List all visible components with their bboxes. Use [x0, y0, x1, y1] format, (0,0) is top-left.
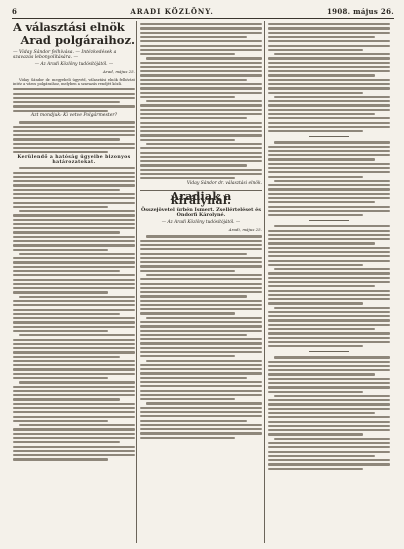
- text-line: [13, 287, 135, 289]
- text-line: [268, 113, 375, 115]
- text-line: [268, 79, 390, 81]
- text-line: [274, 268, 390, 270]
- section-rule: [309, 220, 349, 221]
- text-line: [268, 412, 375, 414]
- text-line: [13, 101, 120, 103]
- text-line: [268, 210, 390, 212]
- text-line: [140, 377, 247, 379]
- text-line: [268, 57, 390, 59]
- text-line: [13, 394, 135, 396]
- text-line: [146, 57, 262, 59]
- text-line: [268, 345, 363, 347]
- text-line: [268, 446, 390, 448]
- text-line: [268, 230, 390, 232]
- text-line: [146, 100, 262, 102]
- text-line: [13, 446, 135, 448]
- text-line: [268, 150, 390, 152]
- text-line: [140, 104, 262, 106]
- text-line: [140, 325, 262, 327]
- text-line: [268, 206, 390, 208]
- text-line: [140, 79, 247, 81]
- text-line: [13, 236, 135, 238]
- text-line: [140, 300, 262, 302]
- question-line: Azt mondjuk: Ki vetve Polgármester?: [30, 112, 118, 118]
- text-line: [140, 304, 262, 306]
- text-line: [140, 66, 262, 68]
- text-line: [140, 351, 262, 353]
- text-line: [19, 296, 135, 298]
- text-line: [140, 49, 262, 51]
- text-line: [268, 167, 390, 169]
- text-line: [268, 373, 375, 375]
- text-line: [13, 143, 135, 145]
- text-line: [268, 163, 390, 165]
- text-line: [146, 274, 262, 276]
- text-line: [268, 154, 390, 156]
- text-line: [13, 300, 135, 302]
- text-line: [13, 330, 108, 332]
- text-line: [140, 40, 262, 42]
- newspaper-title: ARADI KÖZLÖNY.: [130, 6, 214, 16]
- text-line: [13, 274, 135, 276]
- text-line: [268, 238, 390, 240]
- text-line: [268, 83, 390, 85]
- column-2: [140, 21, 262, 543]
- text-line: [268, 214, 363, 216]
- text-line: [13, 244, 135, 246]
- text-line: [140, 156, 262, 158]
- text-line: [13, 304, 135, 306]
- text-line: [274, 141, 390, 143]
- text-line: [13, 202, 135, 204]
- text-line: [13, 313, 120, 315]
- text-line: [268, 315, 390, 317]
- text-line: [146, 360, 262, 362]
- text-line: [13, 411, 135, 413]
- text-line: [13, 437, 135, 439]
- text-line: [140, 390, 262, 392]
- text-line: [268, 49, 363, 51]
- text-line: [268, 369, 390, 371]
- text-line: [13, 407, 135, 409]
- text-line: [268, 36, 375, 38]
- text-line: [19, 210, 135, 212]
- text-line: [140, 308, 262, 310]
- text-line: [268, 193, 390, 195]
- text-line: [19, 253, 135, 255]
- text-line: [13, 317, 135, 319]
- text-line: [13, 368, 135, 370]
- text-line: [13, 138, 120, 140]
- text-line: [140, 415, 262, 417]
- text-line: [19, 424, 135, 426]
- text-line: [274, 180, 390, 182]
- text-line: [13, 172, 135, 174]
- text-line: [268, 332, 390, 334]
- text-line: [274, 53, 390, 55]
- text-line: [268, 74, 375, 76]
- text-line: [274, 96, 390, 98]
- text-line: [13, 193, 135, 195]
- text-line: [13, 206, 108, 208]
- text-line: [140, 109, 262, 111]
- text-line: [268, 425, 390, 427]
- text-line: [268, 40, 390, 42]
- text-line: [268, 328, 375, 330]
- text-line: [146, 402, 262, 404]
- text-line: [140, 295, 247, 297]
- byline: — Viday Sándor felhívása. — Intézkedések a szavazás lebonyolítására. —: [13, 50, 117, 61]
- text-line: [268, 184, 390, 186]
- text-line: [13, 147, 135, 149]
- dateline: Arad, május 25.: [103, 69, 135, 75]
- text-line: [13, 356, 120, 358]
- text-line: [268, 27, 390, 29]
- text-line: [268, 92, 363, 94]
- text-line: [13, 227, 135, 229]
- text-line: [140, 134, 262, 136]
- text-line: [268, 201, 375, 203]
- text-line: [140, 355, 235, 357]
- text-line: [13, 240, 135, 242]
- text-line: [13, 343, 135, 345]
- text-line: [140, 372, 262, 374]
- text-line: [13, 321, 135, 323]
- text-line: [140, 126, 262, 128]
- text-line: [140, 152, 262, 154]
- text-line: [268, 176, 363, 178]
- text-line: [140, 177, 235, 179]
- text-line: [140, 330, 262, 332]
- text-line: [268, 158, 375, 160]
- text-line: [13, 180, 135, 182]
- text-line: [140, 424, 262, 426]
- text-line: [13, 110, 108, 112]
- text-line: [140, 74, 262, 76]
- text-line: [13, 279, 135, 281]
- text-line: [268, 251, 390, 253]
- text-line: [13, 386, 135, 388]
- text-line: [140, 248, 262, 250]
- text-line: [13, 197, 135, 199]
- text-line: [268, 290, 390, 292]
- text-line: [140, 334, 247, 336]
- text-line: [268, 281, 390, 283]
- subhead: Kerülendő a hatóság ügyeibe bizonyos határozatokat.: [17, 155, 131, 165]
- text-line: [13, 88, 135, 90]
- text-line: [13, 458, 108, 460]
- text-line: [140, 368, 262, 370]
- text-line: [268, 146, 390, 148]
- text-line: [13, 428, 135, 430]
- text-line: [140, 147, 262, 149]
- text-line: [13, 450, 135, 452]
- text-line: [13, 377, 108, 379]
- text-line: [13, 339, 135, 341]
- text-line: [140, 96, 235, 98]
- text-line: [19, 381, 135, 383]
- text-line: [140, 92, 262, 94]
- text-line: [268, 23, 390, 25]
- text-line: [13, 266, 135, 268]
- lead-paragraph: Viday Sándor dr. megyebeli ügyvéd, választási elnök felhívást intéz a város polgáraihoz, melyben a szavazás rendjét közli.: [13, 77, 135, 86]
- text-line: [268, 255, 390, 257]
- text-line: [140, 253, 247, 255]
- section-rule: [309, 351, 349, 352]
- text-line: [268, 70, 390, 72]
- text-line: [13, 364, 135, 366]
- text-line: [140, 338, 262, 340]
- text-line: [268, 188, 390, 190]
- text-line: [268, 319, 390, 321]
- text-line: [140, 117, 247, 119]
- text-line: [13, 93, 135, 95]
- text-line: [13, 351, 135, 353]
- section-rule: [309, 136, 349, 137]
- text-line: [268, 429, 390, 431]
- text-line: [268, 399, 390, 401]
- text-line: [140, 407, 262, 409]
- text-line: [140, 291, 262, 293]
- text-line: [274, 356, 390, 358]
- text-line: [274, 438, 390, 440]
- text-line: [140, 87, 262, 89]
- text-line: [140, 398, 235, 400]
- text-line: [268, 433, 363, 435]
- text-line: [140, 437, 235, 439]
- text-line: [140, 321, 262, 323]
- text-line: [13, 126, 135, 128]
- text-line: [268, 391, 363, 393]
- text-line: [146, 143, 262, 145]
- text-line: [268, 117, 390, 119]
- text-line: [274, 307, 390, 309]
- text-line: [268, 197, 390, 199]
- text-line: [268, 32, 390, 34]
- text-line: [13, 373, 135, 375]
- text-line: [268, 421, 390, 423]
- text-line: [140, 240, 262, 242]
- text-line: [140, 394, 262, 396]
- text-line: [13, 105, 135, 107]
- text-line: [268, 451, 390, 453]
- text-line: [13, 420, 108, 422]
- text-line: [13, 219, 135, 221]
- text-line: [140, 53, 235, 55]
- text-line: [13, 360, 135, 362]
- text-line: [13, 130, 135, 132]
- text-line: [268, 272, 390, 274]
- text-line: [268, 365, 390, 367]
- text-line: [140, 261, 262, 263]
- text-line: [268, 468, 363, 470]
- text-line: [268, 247, 390, 249]
- text-line: [140, 62, 262, 64]
- text-line: [13, 403, 135, 405]
- text-line: [19, 167, 135, 169]
- article-dateline: Aradi, május 25.: [228, 227, 262, 233]
- text-line: [140, 83, 262, 85]
- text-line: [140, 32, 262, 34]
- article-source: — Az Aradi Közlöny tudósítójától. —: [161, 219, 241, 225]
- text-line: [13, 97, 135, 99]
- text-line: [146, 235, 262, 237]
- text-line: [140, 385, 262, 387]
- text-line: [268, 260, 390, 262]
- text-line: [140, 342, 262, 344]
- text-line: [268, 378, 390, 380]
- text-line: [268, 45, 390, 47]
- text-line: [13, 326, 135, 328]
- text-line: [140, 287, 262, 289]
- text-line: [268, 459, 390, 461]
- text-line: [19, 334, 135, 336]
- page-number: 6: [12, 6, 18, 16]
- text-line: [13, 231, 120, 233]
- column-divider: [264, 21, 265, 543]
- text-line: [13, 134, 135, 136]
- text-line: [268, 302, 363, 304]
- text-line: [140, 70, 262, 72]
- text-line: [140, 27, 262, 29]
- text-line: [268, 122, 390, 124]
- text-line: [268, 87, 390, 89]
- text-line: [140, 160, 262, 162]
- text-line: [268, 311, 390, 313]
- text-line: [268, 298, 390, 300]
- issue-date: 1908. május 26.: [327, 6, 394, 16]
- masthead-rule: [12, 18, 394, 19]
- text-line: [268, 104, 390, 106]
- text-line: [268, 109, 390, 111]
- text-line: [140, 113, 262, 115]
- text-line: [140, 347, 262, 349]
- text-line: [13, 184, 135, 186]
- text-line: [268, 386, 390, 388]
- text-line: [13, 309, 135, 311]
- text-line: [268, 324, 390, 326]
- text-line: [268, 341, 390, 343]
- text-line: [268, 171, 390, 173]
- text-line: [140, 244, 262, 246]
- text-line: [13, 151, 108, 153]
- text-line: [268, 382, 390, 384]
- text-line: [140, 169, 262, 171]
- text-line: [140, 36, 247, 38]
- text-line: [140, 278, 262, 280]
- text-line: [13, 347, 135, 349]
- headline-top: A választási elnök: [13, 21, 125, 34]
- text-line: [140, 364, 262, 366]
- article-heading: Összejövetel ürbén Ismert. Zsellérteléset és Ondorfi Károlyné.: [141, 206, 261, 219]
- text-line: [140, 270, 235, 272]
- text-line: [13, 283, 135, 285]
- headline-bottom: Arad polgáraihoz.: [20, 33, 135, 47]
- text-line: [13, 433, 135, 435]
- text-line: [13, 176, 135, 178]
- text-line: [268, 277, 390, 279]
- text-line: [268, 242, 375, 244]
- text-line: [140, 411, 262, 413]
- article-signature: Viday Sándor dr. választási elnök.: [186, 180, 262, 186]
- text-line: [268, 294, 390, 296]
- text-line: [13, 390, 135, 392]
- text-line: [140, 139, 235, 141]
- text-line: [13, 441, 120, 443]
- text-line: [268, 285, 375, 287]
- text-line: [268, 100, 390, 102]
- text-line: [13, 416, 135, 418]
- text-line: [13, 398, 120, 400]
- text-line: [140, 265, 262, 267]
- text-line: [268, 337, 390, 339]
- column-divider: [136, 21, 137, 543]
- text-line: [13, 291, 108, 293]
- text-line: [140, 420, 247, 422]
- text-line: [13, 257, 135, 259]
- text-line: [140, 130, 262, 132]
- section-title: Aradiak a királynál.: [170, 189, 232, 208]
- text-line: [268, 442, 390, 444]
- text-line: [140, 173, 262, 175]
- text-line: [146, 317, 262, 319]
- text-line: [268, 408, 390, 410]
- source-line: — Az Aradi Közlöny tudósítójától. —: [34, 61, 114, 67]
- text-line: [268, 455, 375, 457]
- text-line: [140, 432, 262, 434]
- text-line: [274, 225, 390, 227]
- text-line: [13, 189, 120, 191]
- text-line: [13, 223, 135, 225]
- text-line: [140, 428, 262, 430]
- text-line: [268, 463, 390, 465]
- column-1: [13, 21, 135, 543]
- text-line: [13, 261, 135, 263]
- text-line: [140, 45, 262, 47]
- text-line: [268, 403, 390, 405]
- text-line: [268, 264, 363, 266]
- text-line: [268, 234, 390, 236]
- text-line: [274, 395, 390, 397]
- text-line: [13, 270, 120, 272]
- text-line: [13, 214, 135, 216]
- text-line: [140, 23, 262, 25]
- text-line: [268, 416, 390, 418]
- text-line: [268, 66, 390, 68]
- text-line: [268, 130, 363, 132]
- text-line: [140, 257, 262, 259]
- text-line: [268, 62, 390, 64]
- text-line: [13, 249, 108, 251]
- text-line: [268, 361, 390, 363]
- text-line: [140, 164, 247, 166]
- text-line: [140, 312, 235, 314]
- text-line: [140, 381, 262, 383]
- text-line: [268, 126, 390, 128]
- text-line: [140, 122, 262, 124]
- column-3: [268, 21, 390, 543]
- text-line: [19, 121, 135, 123]
- masthead: [12, 5, 394, 17]
- text-line: [13, 454, 135, 456]
- text-line: [140, 283, 262, 285]
